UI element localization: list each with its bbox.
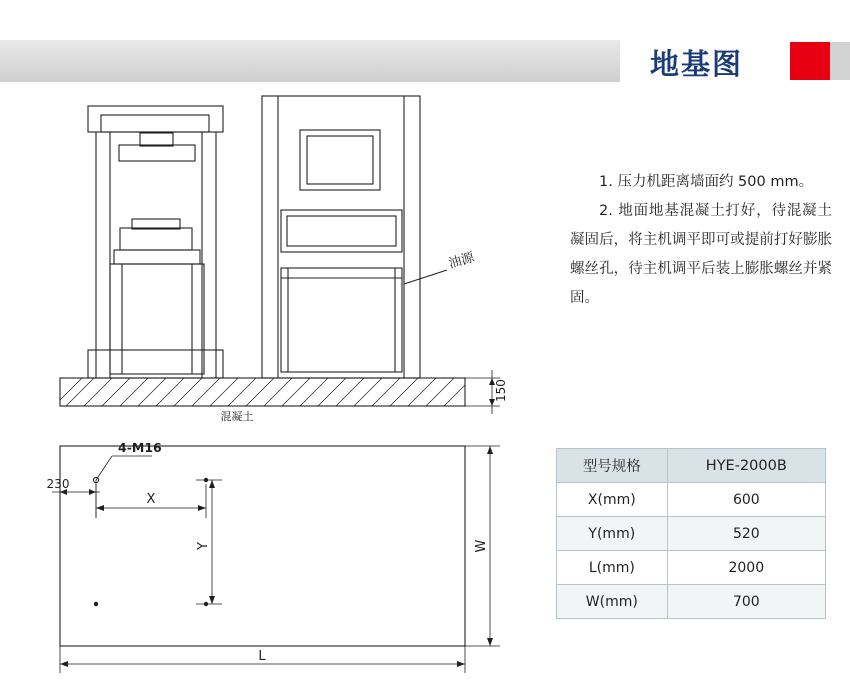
foundation-drawing	[0, 88, 540, 688]
oil-source-label: 油源	[446, 250, 477, 272]
header-accent-block	[790, 42, 830, 80]
table-header-cell: 型号规格	[557, 449, 668, 483]
table-cell-value: 700	[667, 585, 825, 619]
table-cell-value: 520	[667, 517, 825, 551]
table-header-row	[557, 449, 826, 483]
concrete-label: 混凝土	[220, 410, 254, 423]
table-cell-name: W(mm)	[557, 585, 668, 619]
y-dimension	[196, 480, 222, 604]
note-item: 1. 压力机距离墙面约 500 mm。	[599, 174, 814, 190]
table-row	[557, 551, 826, 585]
table-header-cell: HYE-2000B	[667, 449, 825, 483]
table-cell-name: L(mm)	[557, 551, 668, 585]
notes-block	[570, 168, 832, 313]
table-row	[557, 517, 826, 551]
table-cell-value: 2000	[667, 551, 825, 585]
header-right-gray-block	[830, 42, 850, 80]
table-row	[557, 585, 826, 619]
w-label: W	[474, 539, 489, 553]
header-gray-bar	[0, 40, 620, 82]
y-label: Y	[196, 542, 211, 550]
press-machine-elevation	[88, 106, 223, 378]
depth-value: 150	[494, 379, 508, 402]
page-title: 地基图	[650, 47, 744, 81]
oil-source-leader	[404, 270, 447, 284]
table-cell-name: X(mm)	[557, 483, 668, 517]
offset-value: 230	[46, 477, 70, 491]
oil-source-cabinet	[262, 96, 420, 378]
table-row	[557, 483, 826, 517]
drawing-svg	[0, 88, 540, 688]
note-item: 2. 地面地基混凝土打好，待混凝土凝固后，将主机调平即可或提前打好膨胀螺丝孔，待主机调平后装上膨胀螺丝并紧固。	[570, 203, 832, 306]
x-label: X	[146, 492, 156, 507]
bolt-spec-label: 4-M16	[118, 440, 162, 455]
foundation-plan	[60, 446, 465, 646]
table-cell-value: 600	[667, 483, 825, 517]
concrete-foundation	[60, 378, 465, 406]
spec-table	[556, 448, 826, 619]
table-cell-name: Y(mm)	[557, 517, 668, 551]
l-label: L	[258, 649, 266, 664]
